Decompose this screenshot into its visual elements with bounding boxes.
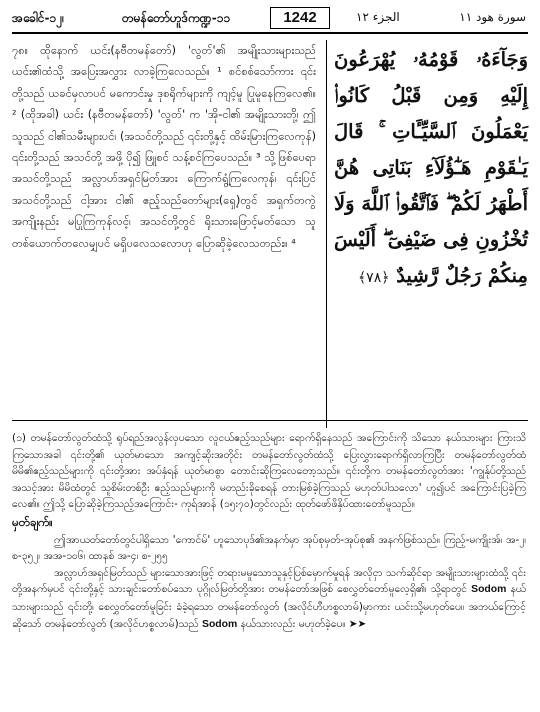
note-paragraph-1: ဤအာယတ်တော်တွင်ပါရှိသော 'ကောင်မ်' ဟူသောပုဒ်၏အနက်မှာ အုပ်စုမှတ်-အုပ်စု၏ အနက်ဖြစ်သည်။ ကြည့်-မကျိုးအ်၊ အ-၂၊ စ-၃၅၂၊ အအ-၁၀၆၊ ထာနစ် အ-၄၊ စ-၂၅၅ bbox=[12, 533, 526, 563]
arabic-verse-column bbox=[334, 42, 528, 422]
sodom-term: Sodom bbox=[202, 618, 238, 630]
page-header bbox=[12, 6, 528, 34]
page-number: 1242 bbox=[270, 7, 330, 29]
surah-label: سورة هود ١١ bbox=[459, 10, 526, 24]
column-divider bbox=[326, 40, 327, 428]
note2-text-before: အလ္လာဟ်အရှင်မြတ်သည် များသောအားဖြင့် တရားမမှုသောသူနှင့်ပြစ်မှောက်မှုရန် အလိုငှာ သက်ဆိုင်ရာ အမျိုးသားများထံသို့ ၎င်းတို့အနက်မှပင် ၎င်းတို့နှင့် သားချင်းတော်စပ်သော ပုဂ္ဂိုလ်မြတ်တို့အား တမန်တော်အဖြစ် စေလွှတ်တော်မူလေ့ရှိ၏၊ သို့ရာတွင် bbox=[12, 566, 526, 596]
commentary-section bbox=[12, 430, 526, 633]
translation-paragraph: ၇၈။ ထိုနောက် ယင်း(နဗီတမန်တော်) 'လွတ်'၏ အမျိုးသားများသည် ယင်း၏ထံသို့ အပြေးအလွှား လာခဲ့ကြလေသည်။ ¹ စင်စစ်သော်ကား ၎င်းတို့သည် ယခင်မှလာပင် မကောင်းမှု ဒုစရိုက်များကို ကျင့်မူ ပြုမူနေကြလေ၏။ ² (ထိုအခါ) ယင်း (နဗီတမန်တော်) 'လွတ်' က 'အို-ငါ၏ အမျိုးသားတို့၊ ဤသူသည် ငါ၏သမီးများပင်၊ (အသင်တို့သည် ၎င်းတို့နှင့် ထိမ်းမြားကြလေကုန်) ၎င်းတို့သည် အသင်တို့ အဖို့ ပို၍ ဖြူစင် သန့်စင်ကြပေသည်။ ³ သို့ဖြစ်ပေရာ အသင်တို့သည် အလ္လာဟ်အရှင်မြတ်အား ကြောက်ရွံ့ကြလေကုန်၊ ၎င်းပြင် အသင်တို့သည် ငါ့အား ငါ၏ ဧည့်သည်တော်များ(ရှေ့)တွင် အရှက်တကွဲ အကျိုးနည်း မပြုကြကုန်လင့်၊ အသင်တို့တွင် ရိုးသားဖြောင့်မတ်သော သူ တစ်ယောက်တလေမျှပင် မရှိပလေသလောဟု ပြောဆိုခဲ့လေသတည်း။ ⁴ bbox=[12, 44, 316, 250]
arabic-verse-text: وَجَآءَهُۥ قَوْمُهُۥ يُهْرَعُونَ إِلَيْهِ وَمِن قَبْلُ كَانُوا۟ يَعْمَلُونَ ٱلسَّيِّـَٔاتِ ۚ قَالَ يَـٰقَوْمِ هَـٰٓؤُلَآءِ بَنَاتِى هُنَّ أَطْهَرُ لَكُمْ ۖ فَٱتَّقُوا۟ ٱللَّهَ وَلَا تُخْزُونِ فِى ضَيْفِىٓ ۖ أَلَيْسَ مِنكُمْ رَجُلٌ رَّشِيدٌ bbox=[334, 48, 528, 287]
translation-column bbox=[12, 40, 316, 428]
note2-text-after: နယ်သားလည်း မဟုတ်ခဲ့ပေ။ ➤➤ bbox=[237, 617, 367, 630]
note2-text-middle: နယ်သားများသည် ၎င်းတို့၊ စေလွှတ်တော်မူခြင်း ခံခဲ့ရသော တမန်တော်လွတ် (အလိုင်ဟီဟစ္စလာမ်)မှာကား ယင်းသို့မဟုတ်ပေ။ အဘယ်ကြောင့်ဆိုသော် တမန်တော်လွတ် (အလိုင်ဟစ္စလာမ်)သည် bbox=[12, 583, 526, 630]
section-title: တမန်တော်ဟူဒ်ကဏ္ဍ-၁၁ bbox=[122, 11, 231, 25]
verse-columns bbox=[12, 40, 528, 428]
note-paragraph-2 bbox=[12, 565, 526, 633]
footnote-paragraph: (၁) တမန်တော်လွတ်ထံသို့ ရုပ်ရည်အလွန်လှပသော လူငယ်ဧည့်သည်များ ရောက်ရှိနေသည် အကြောင်းကို သိသော နယ်သားများ ကြားသိကြသောအခါ ၎င်းတို့၏ ယုတ်မာသော အကျင့်ဆိုးအတိုင်း တမန်တော်လွတ်ထံသို့ ပြေးလွှားရောက်ရှိလာကြပြီး တမန်တော်လွတ်ထံ မိမိ၏ဧည့်သည်များကို ၎င်းတို့အား အပ်နှံရန် ယုတ်မာစွာ တောင်းဆိုကြလေတော့သည်။ ၎င်းတို့က တမန်တော်လွတ်အား 'ကျွန်ုပ်တို့သည် အသင့်အား မိမိထံတွင် သူစိမ်းတစ်ဦး ဧည့်သည်များကို မတည်းခိုစေရန် တားမြစ်ခဲ့ကြသည် မဟုတ်ပါသလော' ဟူ၍ပင် အကြောင်းပြခဲ့ကြလေ၏။ ဤသို့ ပြောဆိုခဲ့ကြသည့်အကြောင်း- ကုရ်အာန် (၁၅း၇၀)တွင်လည်း ထုတ်ဖော်ဖိနှိပ်ထားတော်မူသည်။ bbox=[12, 432, 526, 511]
sodom-term: Sodom bbox=[471, 584, 507, 596]
chapter-reference: အခေါင်-၁၂၊ bbox=[12, 11, 65, 25]
ayah-number-marker: ﴿٧٨﴾ bbox=[357, 270, 390, 286]
juz-label: الجزء ١٢ bbox=[356, 10, 400, 24]
notes-heading: မှတ်ချက်။ bbox=[12, 514, 53, 529]
section-divider bbox=[12, 420, 528, 421]
